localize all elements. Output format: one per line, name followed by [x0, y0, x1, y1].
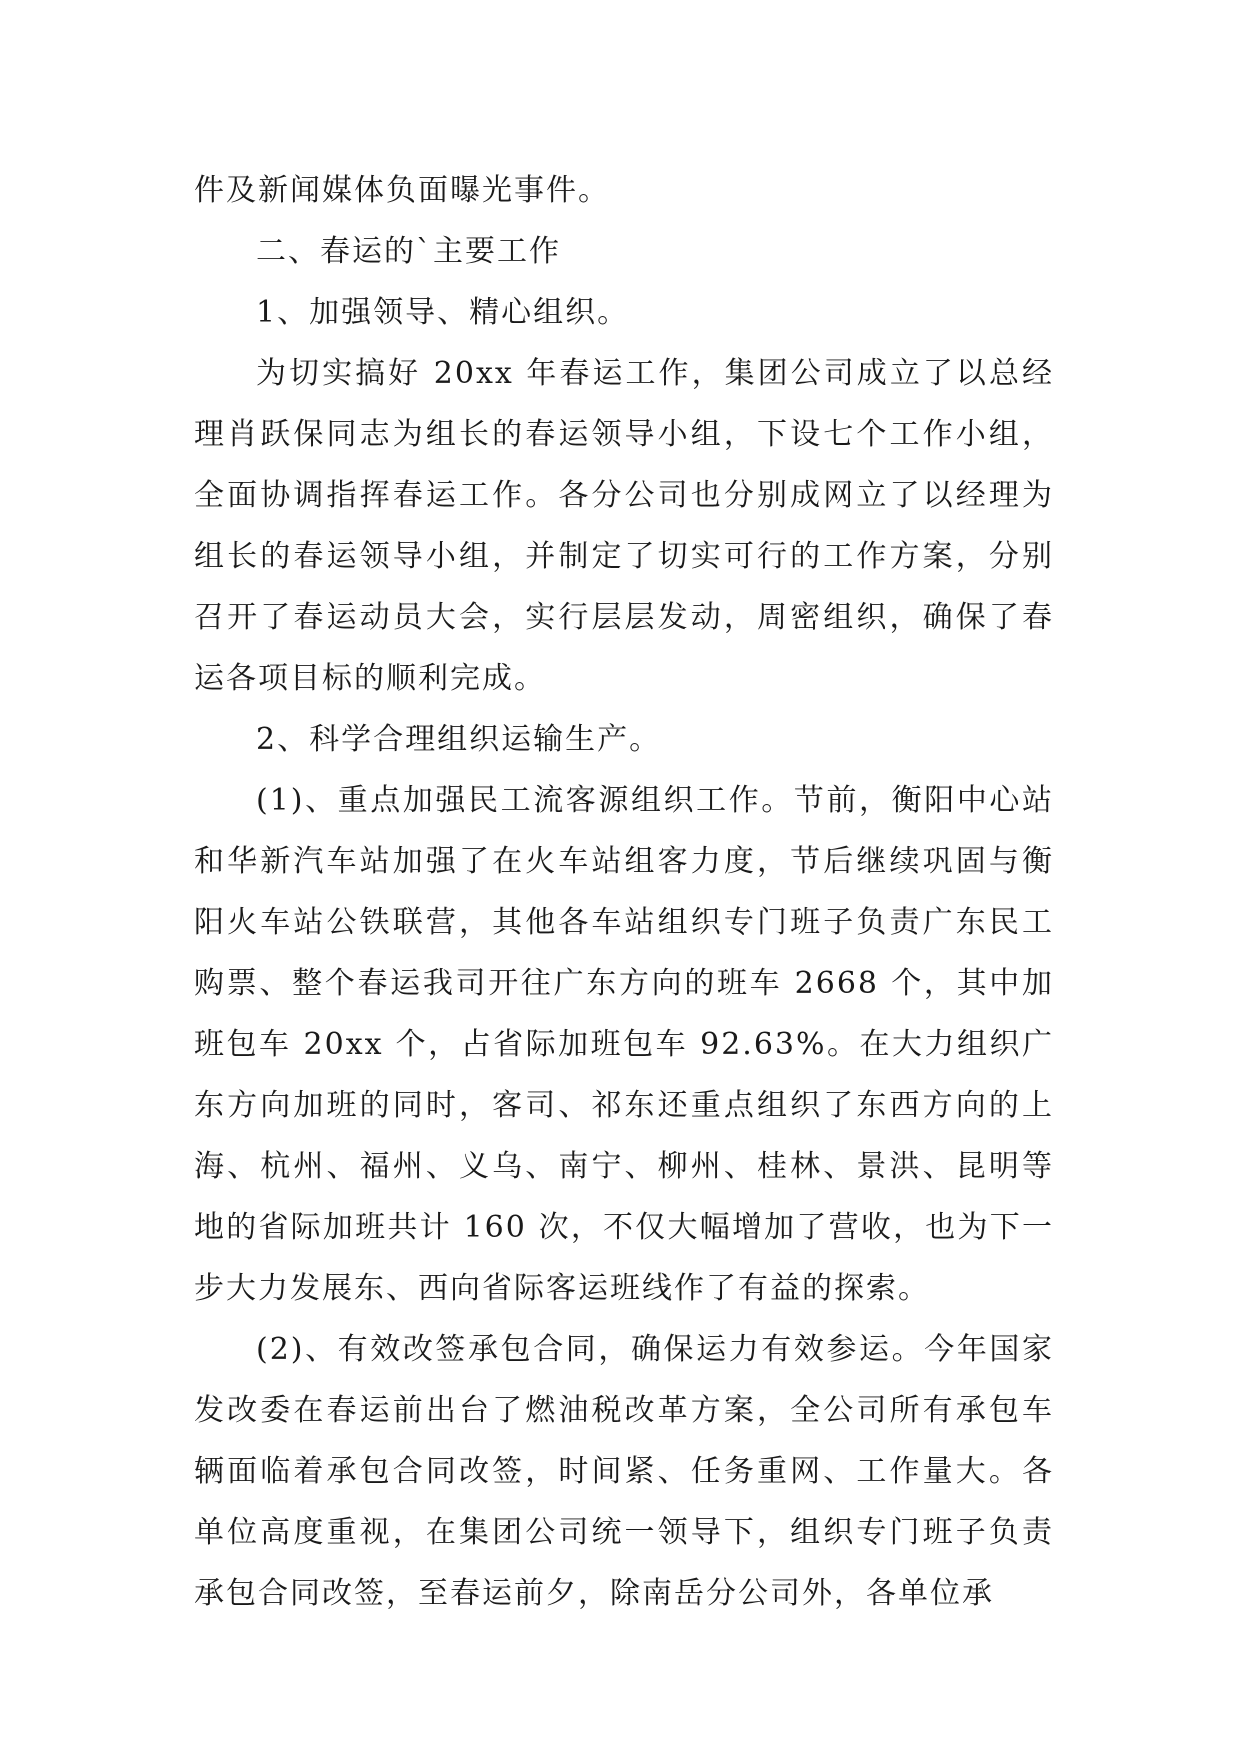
- document-body: [194, 160, 1054, 1624]
- paragraph-continuation: 件及新闻媒体负面曝光事件。: [194, 173, 610, 208]
- section-heading-main-work: 二、春运的`主要工作: [256, 234, 561, 269]
- subheading-leadership: 1、加强领导、精心组织。: [256, 295, 630, 330]
- paragraph-leadership: 为切实搞好 20xx 年春运工作，集团公司成立了以总经理肖跃保同志为组长的春运领导小组，下设七个工作小组，全面协调指挥春运工作。各分公司也分别成网立了以经理为组长的春运领导小组，并制定了切实可行的工作方案，分别召开了春运动员大会，实行层层发动，周密组织，确保了春运各项目标的顺利完成。: [194, 356, 1054, 696]
- subheading-transport-production: 2、科学合理组织运输生产。: [256, 722, 662, 757]
- paragraph-contract-renewal: (2)、有效改签承包合同，确保运力有效参运。今年国家发改委在春运前出台了燃油税改革方案，全公司所有承包车辆面临着承包合同改签，时间紧、任务重网、工作量大。各单位高度重视，在集团公司统一领导下，组织专门班子负责承包合同改签，至春运前夕，除南岳分公司外，各单位承: [194, 1332, 1054, 1611]
- paragraph-migrant-workers: (1)、重点加强民工流客源组织工作。节前，衡阳中心站和华新汽车站加强了在火车站组客力度，节后继续巩固与衡阳火车站公铁联营，其他各车站组织专门班子负责广东民工购票、整个春运我司开往广东方向的班车 2668 个，其中加班包车 20xx 个，占省际加班包车 92.63%。在大力组织广东方向加班的同时，客司、祁东还重点组织了东西方向的上海、杭州、福州、义乌、南宁、柳州、桂林、景洪、昆明等地的省际加班共计 160 次，不仅大幅增加了营收，也为下一步大力发展东、西向省际客运班线作了有益的探索。: [194, 783, 1054, 1306]
